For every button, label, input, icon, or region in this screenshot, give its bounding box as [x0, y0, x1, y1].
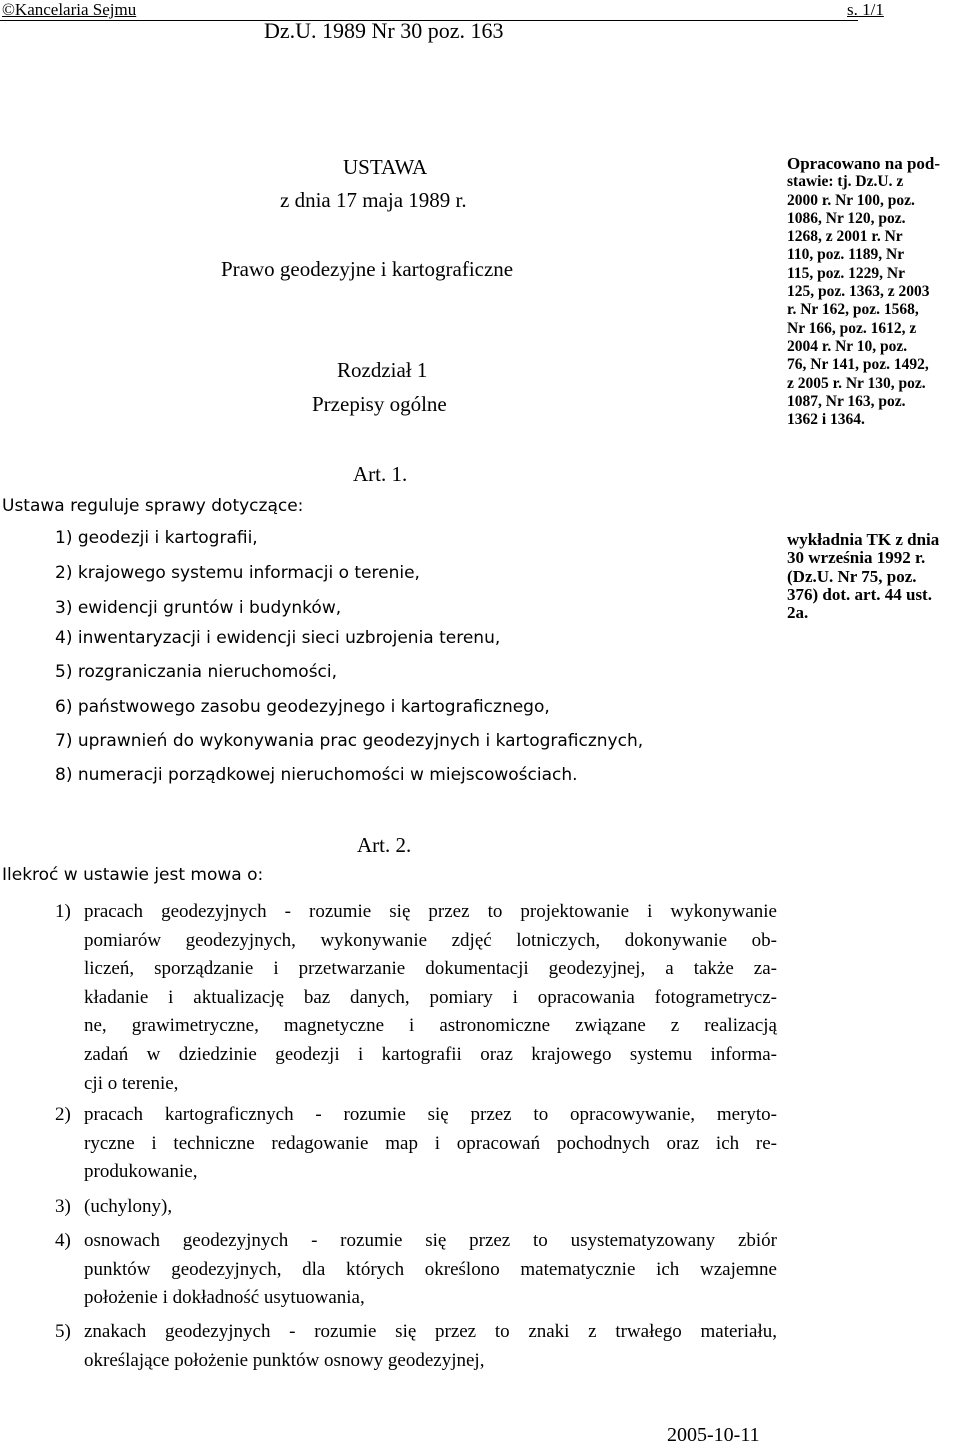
sidenote-line: 2000 r. Nr 100, poz. [787, 191, 915, 209]
art2-item-text [84, 1101, 777, 1187]
act-date: z dnia 17 maja 1989 r. [280, 188, 467, 212]
art1-item: 5) rozgraniczania nieruchomości, [55, 662, 338, 682]
sidenote-line: 30 września 1992 r. [787, 548, 926, 568]
publication-reference: Dz.U. 1989 Nr 30 poz. 163 [264, 18, 504, 43]
sidenote-line: wykładnia TK z dnia [787, 530, 940, 549]
art1-item: 6) państwowego zasobu geodezyjnego i kartograficznego, [55, 697, 550, 717]
art2-item-number: 2) [55, 1104, 71, 1125]
footer-date: 2005-10-11 [667, 1424, 760, 1446]
sidenote-line: Nr 166, poz. 1612, z [787, 319, 917, 337]
text-line: położenie i dokładność usytuowania, [84, 1287, 365, 1309]
text-line: określające położenie punktów osnowy geodezyjnej, [84, 1349, 485, 1371]
text-line: zadań w dziedzinie geodezji i kartografii oraz krajowego systemu informa- [84, 1043, 777, 1065]
act-type: USTAWA [343, 155, 428, 179]
art2-item-text [84, 1318, 777, 1375]
sidenote-line: stawie: tj. Dz.U. z [787, 173, 904, 191]
art1-item: 2) krajowego systemu informacji o terenie, [55, 563, 420, 583]
sidenote-line: Opracowano na pod- [787, 154, 941, 173]
sidenote-line: z 2005 r. Nr 130, poz. [787, 374, 926, 392]
art2-heading: Art. 2. [357, 833, 412, 857]
sidenote-line: 1268, z 2001 r. Nr [787, 228, 903, 246]
text-line: ne, grawimetryczne, magnetyczne i astronomiczne związane z realizacją [84, 1015, 777, 1037]
art1-item: 1) geodezji i kartografii, [55, 528, 258, 548]
sidenote-interpretation [787, 531, 960, 622]
sidenote-sources [787, 155, 960, 429]
art1-item: 7) uprawnień do wykonywania prac geodezyjnych i kartograficznych, [55, 731, 644, 751]
text-line: cji o terenie, [84, 1072, 179, 1094]
art1-item: 4) inwentaryzacji i ewidencji sieci uzbrojenia terenu, [55, 628, 501, 648]
sidenote-line: 125, poz. 1363, z 2003 [787, 283, 930, 301]
art2-intro: Ilekroć w ustawie jest mowa o: [2, 865, 264, 885]
art1-intro: Ustawa reguluje sprawy dotyczące: [2, 496, 304, 516]
header-copyright: ©Kancelaria Sejmu [2, 0, 137, 19]
art2-item-text [84, 898, 777, 1098]
art1-item: 8) numeracji porządkowej nieruchomości w miejscowościach. [55, 765, 578, 785]
art2-item-number: 1) [55, 901, 71, 922]
art2-item-number: 5) [55, 1321, 71, 1342]
art2-item-text [84, 1227, 777, 1313]
chapter-number: Rozdział 1 [337, 358, 428, 382]
sidenote-line: 1087, Nr 163, poz. [787, 392, 906, 410]
text-line: liczeń, sporządzanie i przetwarzanie dokumentacji geodezyjnej, a także za- [84, 958, 777, 980]
sidenote-line: 76, Nr 141, poz. 1492, [787, 356, 929, 374]
header-page-number: s. 1/1 [847, 0, 884, 19]
art1-item: 3) ewidencji gruntów i budynków, [55, 598, 342, 618]
sidenote-line: 376) dot. art. 44 ust. [787, 584, 932, 604]
sidenote-line: r. Nr 162, poz. 1568, [787, 301, 919, 319]
art2-item-number: 3) [55, 1196, 71, 1217]
act-title: Prawo geodezyjne i kartograficzne [221, 257, 514, 281]
text-line: pomiarów geodezyjnych, wykonywanie zdjęć lotniczych, dokonywanie ob- [84, 929, 777, 951]
text-line: pracach kartograficznych - rozumie się przez to opracowywanie, meryto- [84, 1104, 777, 1125]
sidenote-line: 115, poz. 1229, Nr [787, 264, 905, 282]
text-line: punktów geodezyjnych, dla których określono matematycznie ich wzajemne [84, 1258, 777, 1280]
text-line: pracach geodezyjnych - rozumie się przez to projektowanie i wykonywanie [84, 901, 777, 922]
text-line: osnowach geodezyjnych - rozumie się przez to usystematyzowany zbiór [84, 1230, 777, 1251]
art1-heading: Art. 1. [353, 462, 408, 486]
sidenote-line: 1086, Nr 120, poz. [787, 209, 906, 227]
sidenote-line: 110, poz. 1189, Nr [787, 246, 905, 264]
art2-item-number: 4) [55, 1230, 71, 1251]
text-line: kładanie i aktualizację baz danych, pomiary i opracowania fotogrametrycz- [84, 986, 777, 1008]
chapter-title: Przepisy ogólne [312, 392, 447, 416]
sidenote-line: 2a. [787, 603, 809, 623]
text-line: znakach geodezyjnych - rozumie się przez to znaki z trwałego materiału, [84, 1321, 777, 1342]
sidenote-line: 2004 r. Nr 10, poz. [787, 337, 908, 355]
text-line: ryczne i techniczne redagowanie map i opracowań pochodnych oraz ich re- [84, 1132, 777, 1154]
text-line: (uchylony), [84, 1196, 173, 1217]
text-line: produkowanie, [84, 1161, 198, 1183]
sidenote-line: 1362 i 1364. [787, 411, 865, 429]
art2-item-text [84, 1193, 777, 1222]
sidenote-line: (Dz.U. Nr 75, poz. [787, 566, 917, 586]
